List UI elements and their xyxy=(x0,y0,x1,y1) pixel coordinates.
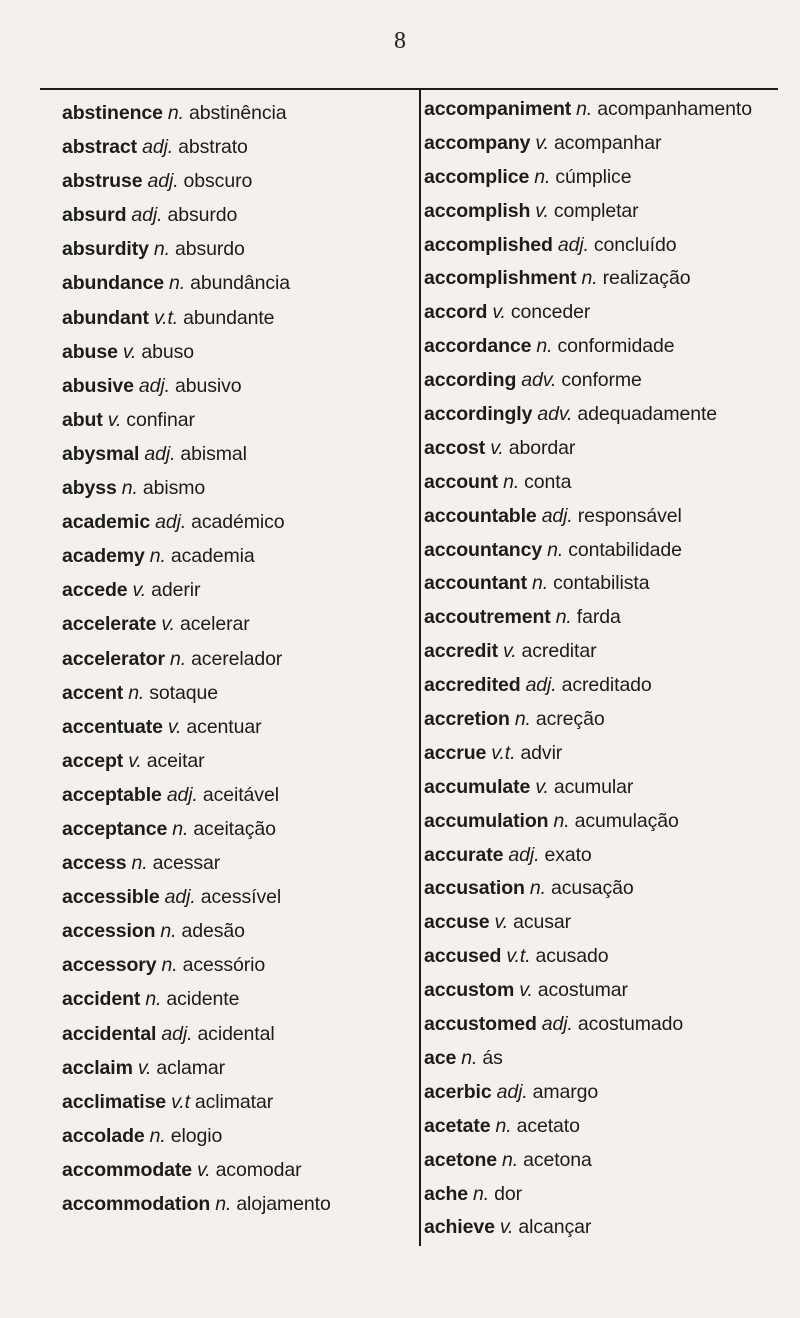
dictionary-entry xyxy=(424,431,794,465)
entry-headword: accordance xyxy=(424,335,532,358)
entry-headword: accelerate xyxy=(62,613,157,636)
entry-headword: accession xyxy=(62,920,156,943)
dictionary-entry xyxy=(424,397,794,431)
entry-part-of-speech: v. xyxy=(492,301,506,324)
dictionary-entry xyxy=(62,812,412,846)
entry-translation: aceitável xyxy=(202,783,279,806)
entry-headword: abundant xyxy=(62,306,149,329)
entry-headword: accumulation xyxy=(424,809,549,832)
dictionary-entry xyxy=(424,736,794,770)
entry-headword: abstruse xyxy=(62,170,143,193)
entry-headword: accredit xyxy=(424,640,498,663)
entry-headword: accustomed xyxy=(424,1013,537,1036)
entry-part-of-speech: n. xyxy=(172,817,189,840)
dictionary-entry xyxy=(62,1017,412,1051)
entry-translation: academia xyxy=(170,545,255,568)
entry-translation: acerelador xyxy=(191,647,283,670)
entry-part-of-speech: v. xyxy=(503,640,517,663)
entry-part-of-speech: adj. xyxy=(138,374,170,397)
entry-translation: abordar xyxy=(508,436,576,459)
entry-headword: accent xyxy=(62,681,124,704)
entry-part-of-speech: n. xyxy=(502,1148,519,1171)
entry-headword: ace xyxy=(424,1046,457,1069)
dictionary-entry xyxy=(424,770,794,804)
entry-translation: acusação xyxy=(550,877,634,900)
entry-translation: aceitar xyxy=(146,749,205,772)
dictionary-entry xyxy=(424,1177,794,1211)
dictionary-entry xyxy=(424,329,794,363)
dictionary-entry xyxy=(424,871,794,905)
dictionary-entry xyxy=(62,880,412,914)
entry-part-of-speech: adj. xyxy=(166,783,198,806)
entry-headword: accretion xyxy=(424,708,510,731)
entry-part-of-speech: adv. xyxy=(521,369,557,392)
dictionary-entry xyxy=(424,1075,794,1109)
entry-part-of-speech: n. xyxy=(534,165,551,188)
entry-part-of-speech: n. xyxy=(495,1114,512,1137)
entry-translation: confinar xyxy=(126,408,195,431)
entry-part-of-speech: n. xyxy=(215,1193,232,1215)
entry-headword: accolade xyxy=(62,1124,145,1147)
entry-headword: accordingly xyxy=(424,403,533,426)
entry-headword: access xyxy=(62,852,127,875)
entry-translation: absurdo xyxy=(174,238,245,261)
entry-headword: ache xyxy=(424,1182,469,1205)
entry-part-of-speech: v. xyxy=(535,199,549,222)
entry-headword: accrue xyxy=(424,741,487,764)
entry-translation: acidente xyxy=(166,988,240,1011)
dictionary-entry xyxy=(62,1119,412,1153)
entry-translation: adesão xyxy=(181,920,245,943)
dictionary-entry xyxy=(424,160,794,194)
dictionary-entry xyxy=(62,607,412,641)
entry-part-of-speech: v.t xyxy=(171,1090,190,1113)
entry-headword: accessory xyxy=(62,954,157,977)
entry-translation: abstrato xyxy=(178,136,248,159)
dictionary-entry xyxy=(62,266,412,300)
entry-part-of-speech: n. xyxy=(149,545,166,568)
entry-part-of-speech: v.t. xyxy=(153,306,179,329)
entry-part-of-speech: n. xyxy=(128,681,145,704)
entry-headword: accommodate xyxy=(62,1158,193,1181)
entry-part-of-speech: n. xyxy=(153,238,170,261)
column-divider xyxy=(419,88,421,1246)
dictionary-entry xyxy=(424,465,794,499)
entry-translation: conformidade xyxy=(557,335,675,358)
entry-translation: abstinência xyxy=(188,102,287,124)
entry-translation: académico xyxy=(191,511,285,534)
entry-part-of-speech: adj. xyxy=(541,1013,573,1036)
entry-headword: abysmal xyxy=(62,442,140,465)
entry-part-of-speech: adj. xyxy=(557,233,589,256)
entry-translation: acostumar xyxy=(537,979,628,1002)
entry-translation: abundante xyxy=(183,306,275,329)
entry-part-of-speech: adj. xyxy=(147,170,179,193)
entry-headword: accede xyxy=(62,579,128,602)
entry-part-of-speech: v. xyxy=(494,911,509,934)
entry-translation: abusivo xyxy=(174,374,242,397)
entry-part-of-speech: n. xyxy=(121,477,138,500)
dictionary-entry xyxy=(424,1143,794,1177)
entry-part-of-speech: v.t. xyxy=(491,741,516,764)
entry-part-of-speech: adj. xyxy=(131,204,163,227)
entry-translation: contabilidade xyxy=(568,538,682,561)
entry-headword: abut xyxy=(62,408,103,431)
entry-headword: accommodation xyxy=(62,1193,211,1215)
dictionary-entry xyxy=(62,846,412,880)
dictionary-entry xyxy=(62,164,412,198)
entry-headword: abyss xyxy=(62,477,117,500)
dictionary-entry xyxy=(424,1041,794,1075)
entry-translation: acreditar xyxy=(521,640,597,663)
dictionary-entry xyxy=(62,573,412,607)
entry-part-of-speech: v. xyxy=(137,1056,152,1079)
dictionary-entry xyxy=(62,744,412,778)
entry-part-of-speech: adv. xyxy=(537,403,573,426)
entry-headword: according xyxy=(424,369,517,392)
entry-translation: abuso xyxy=(141,340,195,363)
entry-translation: acentuar xyxy=(186,715,262,738)
entry-headword: accomplice xyxy=(424,165,530,188)
entry-translation: sotaque xyxy=(149,681,218,704)
entry-headword: accuse xyxy=(424,911,490,934)
entry-part-of-speech: n. xyxy=(547,538,564,561)
entry-headword: accused xyxy=(424,945,502,968)
entry-headword: acetate xyxy=(424,1114,491,1137)
entry-translation: acusado xyxy=(535,945,609,968)
entry-translation: elogio xyxy=(170,1124,223,1147)
entry-translation: aclimatar xyxy=(194,1090,274,1113)
entry-headword: accustom xyxy=(424,979,515,1002)
entry-part-of-speech: n. xyxy=(536,335,553,358)
entry-translation: acompanhar xyxy=(553,131,662,154)
dictionary-entry xyxy=(62,948,412,982)
entry-part-of-speech: n. xyxy=(553,809,570,832)
entry-headword: abundance xyxy=(62,272,165,295)
dictionary-entry xyxy=(424,804,794,838)
dictionary-entry xyxy=(62,982,412,1016)
dictionary-entry xyxy=(424,1007,794,1041)
dictionary-entry xyxy=(424,261,794,295)
entry-headword: accept xyxy=(62,749,124,772)
entry-translation: obscuro xyxy=(183,170,253,193)
entry-headword: acetone xyxy=(424,1148,497,1171)
entry-translation: acostumado xyxy=(577,1013,684,1036)
entry-headword: academic xyxy=(62,511,151,534)
entry-headword: abstract xyxy=(62,136,138,159)
entry-part-of-speech: v. xyxy=(107,408,122,431)
entry-headword: accredited xyxy=(424,674,521,697)
dictionary-entry xyxy=(424,566,794,600)
entry-part-of-speech: v. xyxy=(535,131,549,154)
entry-part-of-speech: n. xyxy=(160,920,177,943)
entry-translation: cúmplice xyxy=(555,165,632,188)
entry-headword: acceptance xyxy=(62,817,168,840)
entry-translation: ás xyxy=(482,1046,503,1069)
entry-part-of-speech: n. xyxy=(473,1182,490,1205)
dictionary-entry xyxy=(62,914,412,948)
dictionary-entry xyxy=(62,1085,412,1119)
entry-translation: acumular xyxy=(553,775,634,798)
dictionary-entry xyxy=(424,1210,794,1244)
entry-translation: acelerar xyxy=(179,613,250,636)
entry-translation: acetona xyxy=(523,1148,592,1171)
dictionary-entry xyxy=(62,1051,412,1085)
dictionary-entry xyxy=(62,539,412,573)
entry-headword: accompaniment xyxy=(424,98,572,120)
left-column xyxy=(62,96,412,1221)
dictionary-entry xyxy=(424,92,794,126)
entry-headword: acclimatise xyxy=(62,1090,167,1113)
entry-part-of-speech: n. xyxy=(532,572,549,595)
entry-part-of-speech: v. xyxy=(161,613,175,636)
entry-headword: accompany xyxy=(424,131,531,154)
dictionary-entry xyxy=(424,905,794,939)
entry-part-of-speech: adj. xyxy=(541,504,573,527)
entry-part-of-speech: adj. xyxy=(161,1022,193,1045)
entry-headword: accentuate xyxy=(62,715,163,738)
entry-part-of-speech: n. xyxy=(169,647,187,670)
right-column xyxy=(424,92,794,1244)
dictionary-entry xyxy=(424,533,794,567)
dictionary-entry xyxy=(62,130,412,164)
entry-part-of-speech: n. xyxy=(503,470,520,493)
entry-headword: acclaim xyxy=(62,1056,133,1079)
entry-translation: aderir xyxy=(151,579,201,602)
dictionary-entry xyxy=(62,505,412,539)
entry-translation: acompanhamento xyxy=(597,98,752,120)
dictionary-entry xyxy=(424,363,794,397)
dictionary-entry xyxy=(424,600,794,634)
entry-headword: abusive xyxy=(62,374,134,397)
entry-part-of-speech: n. xyxy=(161,954,178,977)
entry-headword: accountant xyxy=(424,572,528,595)
entry-translation: acessório xyxy=(182,954,266,977)
entry-translation: conceder xyxy=(510,301,591,324)
entry-part-of-speech: adj. xyxy=(525,674,557,697)
dictionary-entry xyxy=(62,1187,412,1221)
header-rule xyxy=(40,88,778,90)
entry-translation: realização xyxy=(602,267,691,290)
entry-part-of-speech: n. xyxy=(581,267,598,290)
entry-part-of-speech: v. xyxy=(197,1158,211,1181)
entry-translation: acessar xyxy=(152,852,221,875)
entry-translation: abismo xyxy=(142,477,206,500)
entry-part-of-speech: n. xyxy=(169,272,186,295)
entry-part-of-speech: v. xyxy=(499,1216,514,1239)
entry-translation: advir xyxy=(520,741,563,764)
entry-translation: acomodar xyxy=(215,1158,302,1181)
dictionary-entry xyxy=(62,198,412,232)
entry-translation: conforme xyxy=(561,369,642,392)
entry-part-of-speech: n. xyxy=(529,877,546,900)
entry-headword: account xyxy=(424,470,499,493)
entry-part-of-speech: v. xyxy=(128,749,142,772)
dictionary-entry xyxy=(62,301,412,335)
dictionary-entry xyxy=(424,838,794,872)
entry-part-of-speech: adj. xyxy=(164,886,196,909)
dictionary-entry xyxy=(424,634,794,668)
entry-part-of-speech: n. xyxy=(576,98,593,120)
entry-part-of-speech: n. xyxy=(145,988,162,1011)
dictionary-entry xyxy=(62,710,412,744)
dictionary-entry xyxy=(62,471,412,505)
entry-headword: accomplish xyxy=(424,199,531,222)
entry-headword: achieve xyxy=(424,1216,495,1239)
entry-headword: accomplishment xyxy=(424,267,577,290)
dictionary-entry xyxy=(424,939,794,973)
entry-headword: accessible xyxy=(62,886,160,909)
dictionary-entry xyxy=(424,1109,794,1143)
entry-part-of-speech: n. xyxy=(149,1124,166,1147)
entry-translation: adequadamente xyxy=(577,403,718,426)
entry-translation: completar xyxy=(553,199,639,222)
entry-translation: responsável xyxy=(577,504,682,527)
dictionary-entry xyxy=(62,335,412,369)
entry-headword: absurd xyxy=(62,204,127,227)
dictionary-entry xyxy=(424,126,794,160)
entry-headword: accidental xyxy=(62,1022,157,1045)
dictionary-entry xyxy=(62,1153,412,1187)
entry-part-of-speech: v. xyxy=(132,579,147,602)
entry-part-of-speech: adj. xyxy=(155,511,187,534)
entry-part-of-speech: adj. xyxy=(144,442,176,465)
entry-headword: accoutrement xyxy=(424,606,551,629)
entry-part-of-speech: v. xyxy=(535,775,549,798)
entry-headword: accost xyxy=(424,436,486,459)
entry-part-of-speech: n. xyxy=(461,1046,478,1069)
entry-headword: accusation xyxy=(424,877,525,900)
entry-translation: acreção xyxy=(535,708,605,731)
entry-translation: farda xyxy=(576,606,621,629)
dictionary-entry xyxy=(424,668,794,702)
entry-translation: aceitação xyxy=(193,817,276,840)
entry-translation: absurdo xyxy=(167,204,238,227)
entry-headword: absurdity xyxy=(62,238,149,261)
dictionary-entry xyxy=(424,973,794,1007)
entry-translation: exato xyxy=(544,843,592,866)
dictionary-entry xyxy=(424,295,794,329)
entry-translation: alcançar xyxy=(518,1216,592,1239)
entry-part-of-speech: n. xyxy=(167,102,184,124)
entry-headword: abstinence xyxy=(62,102,163,124)
entry-translation: abundância xyxy=(190,272,290,295)
entry-part-of-speech: n. xyxy=(555,606,572,629)
dictionary-entry xyxy=(424,194,794,228)
entry-translation: acetato xyxy=(516,1114,580,1137)
entry-translation: contabilista xyxy=(553,572,650,595)
dictionary-entry xyxy=(62,437,412,471)
entry-headword: accumulate xyxy=(424,775,531,798)
entry-translation: conta xyxy=(524,470,572,493)
entry-headword: accountable xyxy=(424,504,537,527)
entry-part-of-speech: v. xyxy=(519,979,533,1002)
entry-part-of-speech: adj. xyxy=(142,136,174,159)
entry-translation: acreditado xyxy=(561,674,652,697)
entry-translation: dor xyxy=(494,1182,523,1205)
dictionary-entry xyxy=(424,702,794,736)
entry-translation: aclamar xyxy=(156,1056,226,1079)
entry-part-of-speech: v. xyxy=(490,436,504,459)
entry-headword: accomplished xyxy=(424,233,553,256)
entry-headword: acceptable xyxy=(62,783,162,806)
entry-headword: acerbic xyxy=(424,1080,492,1103)
entry-headword: accident xyxy=(62,988,141,1011)
dictionary-entry xyxy=(62,369,412,403)
entry-headword: abuse xyxy=(62,340,118,363)
dictionary-entry xyxy=(62,403,412,437)
entry-headword: accurate xyxy=(424,843,504,866)
dictionary-entry xyxy=(62,676,412,710)
dictionary-entry xyxy=(424,228,794,262)
dictionary-entry xyxy=(62,778,412,812)
entry-headword: academy xyxy=(62,545,145,568)
entry-translation: abismal xyxy=(180,442,247,465)
entry-part-of-speech: adj. xyxy=(496,1080,528,1103)
dictionary-entry xyxy=(62,232,412,266)
entry-translation: amargo xyxy=(532,1080,599,1103)
entry-headword: accountancy xyxy=(424,538,543,561)
dictionary-entry xyxy=(62,96,412,130)
dictionary-entry xyxy=(424,499,794,533)
entry-translation: acumulação xyxy=(574,809,679,832)
entry-part-of-speech: v.t. xyxy=(506,945,531,968)
dictionary-entry xyxy=(62,642,412,676)
entry-headword: accord xyxy=(424,301,488,324)
entry-headword: accelerator xyxy=(62,647,165,670)
entry-part-of-speech: v. xyxy=(167,715,182,738)
entry-part-of-speech: v. xyxy=(122,340,137,363)
entry-translation: alojamento xyxy=(236,1193,331,1215)
entry-translation: acidental xyxy=(197,1022,275,1045)
entry-part-of-speech: n. xyxy=(514,708,531,731)
entry-translation: acusar xyxy=(513,911,572,934)
page-number: 8 xyxy=(394,28,406,54)
entry-translation: concluído xyxy=(593,233,677,256)
entry-part-of-speech: n. xyxy=(131,852,148,875)
entry-part-of-speech: adj. xyxy=(508,843,540,866)
entry-translation: acessível xyxy=(200,886,282,909)
